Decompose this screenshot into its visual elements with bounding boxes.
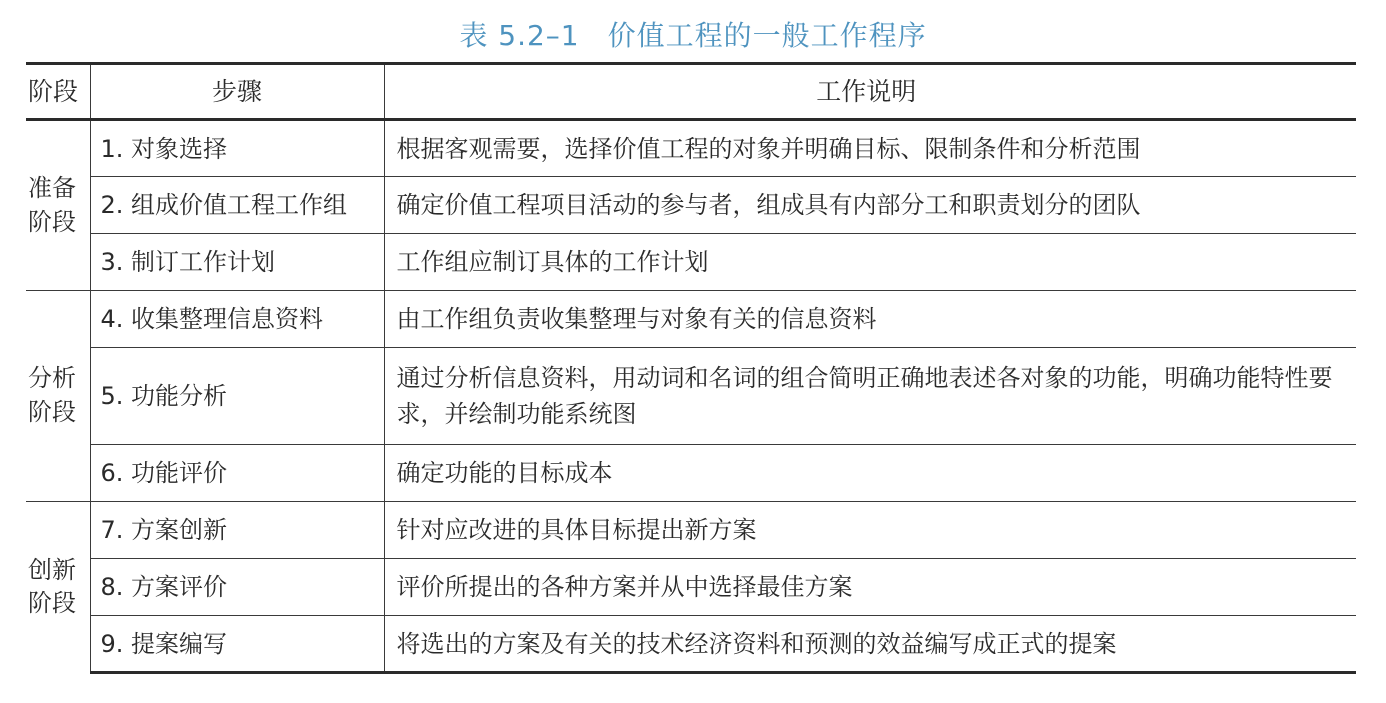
header-row — [26, 64, 1356, 120]
header-description: 工作说明 — [384, 64, 1356, 120]
step-cell: 9. 提案编写 — [90, 616, 384, 673]
step-cell: 7. 方案创新 — [90, 502, 384, 559]
table-row — [26, 502, 1356, 559]
table-caption — [0, 14, 1386, 54]
description-cell: 将选出的方案及有关的技术经济资料和预测的效益编写成正式的提案 — [384, 616, 1356, 673]
table-number: 表 5.2–1 — [459, 19, 580, 52]
step-cell: 5. 功能分析 — [90, 348, 384, 445]
step-cell: 1. 对象选择 — [90, 120, 384, 177]
step-cell: 4. 收集整理信息资料 — [90, 291, 384, 348]
description-cell: 由工作组负责收集整理与对象有关的信息资料 — [384, 291, 1356, 348]
stage-cell: 创新阶段 — [26, 502, 90, 673]
description-cell: 工作组应制订具体的工作计划 — [384, 234, 1356, 291]
header-step: 步骤 — [90, 64, 384, 120]
step-cell: 8. 方案评价 — [90, 559, 384, 616]
header-stage: 阶段 — [26, 64, 90, 120]
stage-cell: 准备阶段 — [26, 120, 90, 291]
table-row — [26, 348, 1356, 445]
step-cell: 3. 制订工作计划 — [90, 234, 384, 291]
description-cell: 评价所提出的各种方案并从中选择最佳方案 — [384, 559, 1356, 616]
table-row — [26, 559, 1356, 616]
table-row — [26, 616, 1356, 673]
stage-cell: 分析阶段 — [26, 291, 90, 502]
description-cell: 针对应改进的具体目标提出新方案 — [384, 502, 1356, 559]
table-row — [26, 291, 1356, 348]
step-cell: 6. 功能评价 — [90, 445, 384, 502]
description-cell: 根据客观需要，选择价值工程的对象并明确目标、限制条件和分析范围 — [384, 120, 1356, 177]
table-row — [26, 234, 1356, 291]
description-cell: 确定价值工程项目活动的参与者，组成具有内部分工和职责划分的团队 — [384, 177, 1356, 234]
table-row — [26, 177, 1356, 234]
description-cell: 确定功能的目标成本 — [384, 445, 1356, 502]
table-row — [26, 445, 1356, 502]
step-cell: 2. 组成价值工程工作组 — [90, 177, 384, 234]
table-title: 价值工程的一般工作程序 — [607, 19, 927, 52]
description-cell: 通过分析信息资料，用动词和名词的组合简明正确地表述各对象的功能，明确功能特性要求，并绘制功能系统图 — [384, 348, 1356, 445]
procedure-table — [26, 62, 1356, 674]
table-row — [26, 120, 1356, 177]
